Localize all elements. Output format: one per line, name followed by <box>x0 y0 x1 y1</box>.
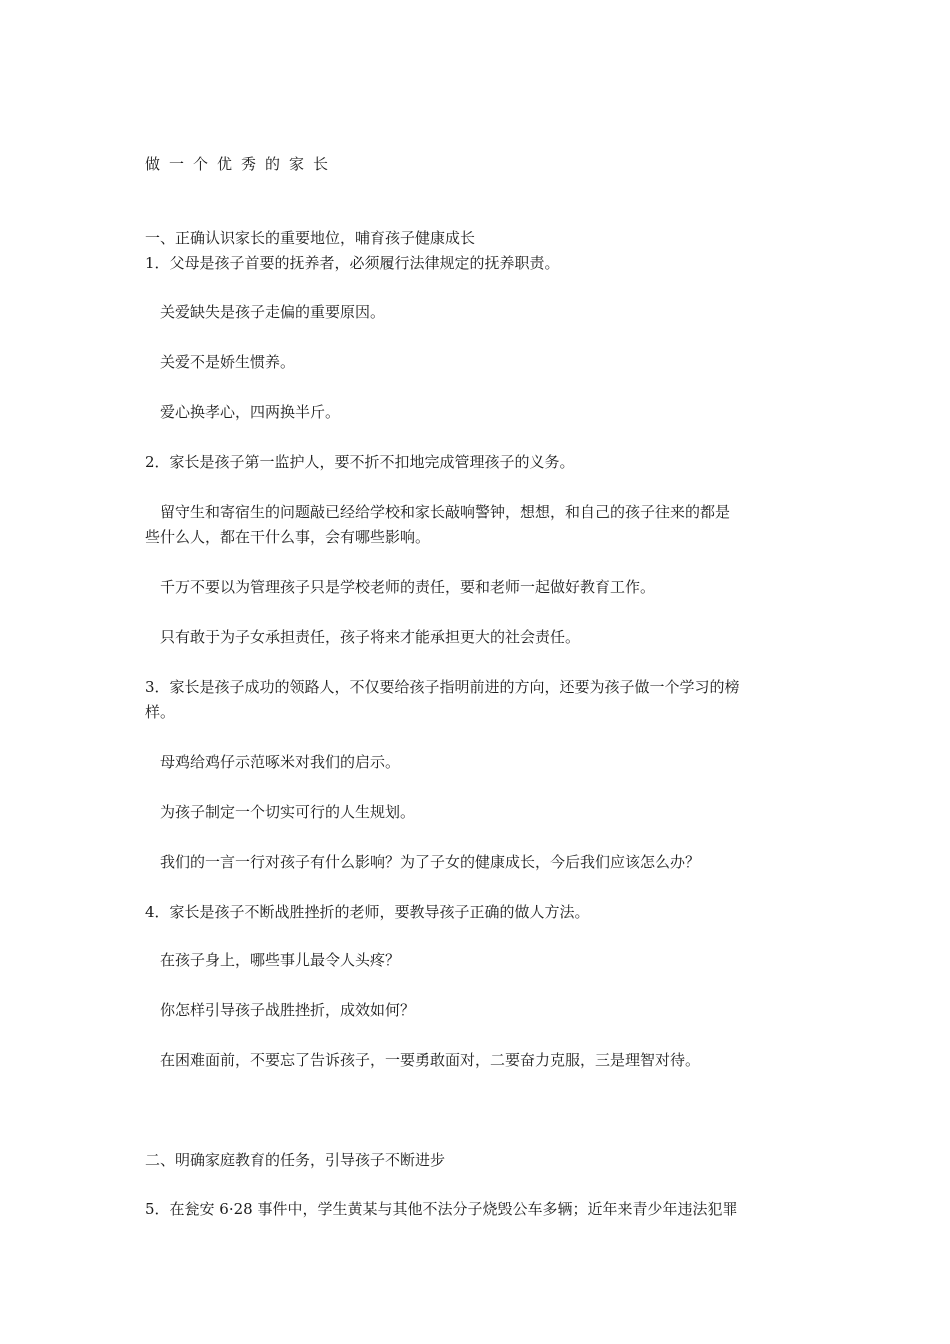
paragraph: 母鸡给鸡仔示范啄米对我们的启示。 <box>160 753 401 771</box>
section-heading-1: 一、正确认识家长的重要地位，哺育孩子健康成长 <box>145 229 476 247</box>
paragraph: 我们的一言一行对孩子有什么影响？为了子女的健康成长，今后我们应该怎么办？ <box>160 853 701 871</box>
paragraph-line: 留守生和寄宿生的问题敲已经给学校和家长敲响警钟，想想，和自己的孩子往来的都是 <box>160 503 731 521</box>
paragraph: 只有敢于为子女承担责任，孩子将来才能承担更大的社会责任。 <box>160 628 581 646</box>
list-item-3: 3．家长是孩子成功的领路人，不仅要给孩子指明前进的方向，还要为孩子做一个学习的榜 <box>145 678 740 696</box>
list-item-1: 1．父母是孩子首要的抚养者，必须履行法律规定的抚养职责。 <box>145 254 560 272</box>
document-title: 做一个优秀的家长 <box>145 155 338 173</box>
paragraph: 你怎样引导孩子战胜挫折，成效如何？ <box>160 1001 416 1019</box>
section-heading-2: 二、明确家庭教育的任务，引导孩子不断进步 <box>145 1151 446 1169</box>
paragraph: 关爱不是娇生惯养。 <box>160 353 296 371</box>
paragraph: 爱心换孝心，四两换半斤。 <box>160 403 341 421</box>
paragraph: 在困难面前，不要忘了告诉孩子，一要勇敢面对，二要奋力克服，三是理智对待。 <box>160 1051 701 1069</box>
paragraph: 千万不要以为管理孩子只是学校老师的责任，要和老师一起做好教育工作。 <box>160 578 656 596</box>
paragraph: 在孩子身上，哪些事儿最令人头疼？ <box>160 951 401 969</box>
list-item-3-continuation: 样。 <box>145 703 176 721</box>
paragraph-line: 些什么人，都在干什么事，会有哪些影响。 <box>145 528 431 546</box>
list-item-4: 4．家长是孩子不断战胜挫折的老师，要教导孩子正确的做人方法。 <box>145 903 590 921</box>
paragraph: 为孩子制定一个切实可行的人生规划。 <box>160 803 416 821</box>
list-item-5: 5．在瓮安 6·28 事件中，学生黄某与其他不法分子烧毁公车多辆；近年来青少年违法犯罪 <box>145 1200 738 1218</box>
paragraph: 关爱缺失是孩子走偏的重要原因。 <box>160 303 386 321</box>
list-item-2: 2．家长是孩子第一监护人，要不折不扣地完成管理孩子的义务。 <box>145 453 575 471</box>
